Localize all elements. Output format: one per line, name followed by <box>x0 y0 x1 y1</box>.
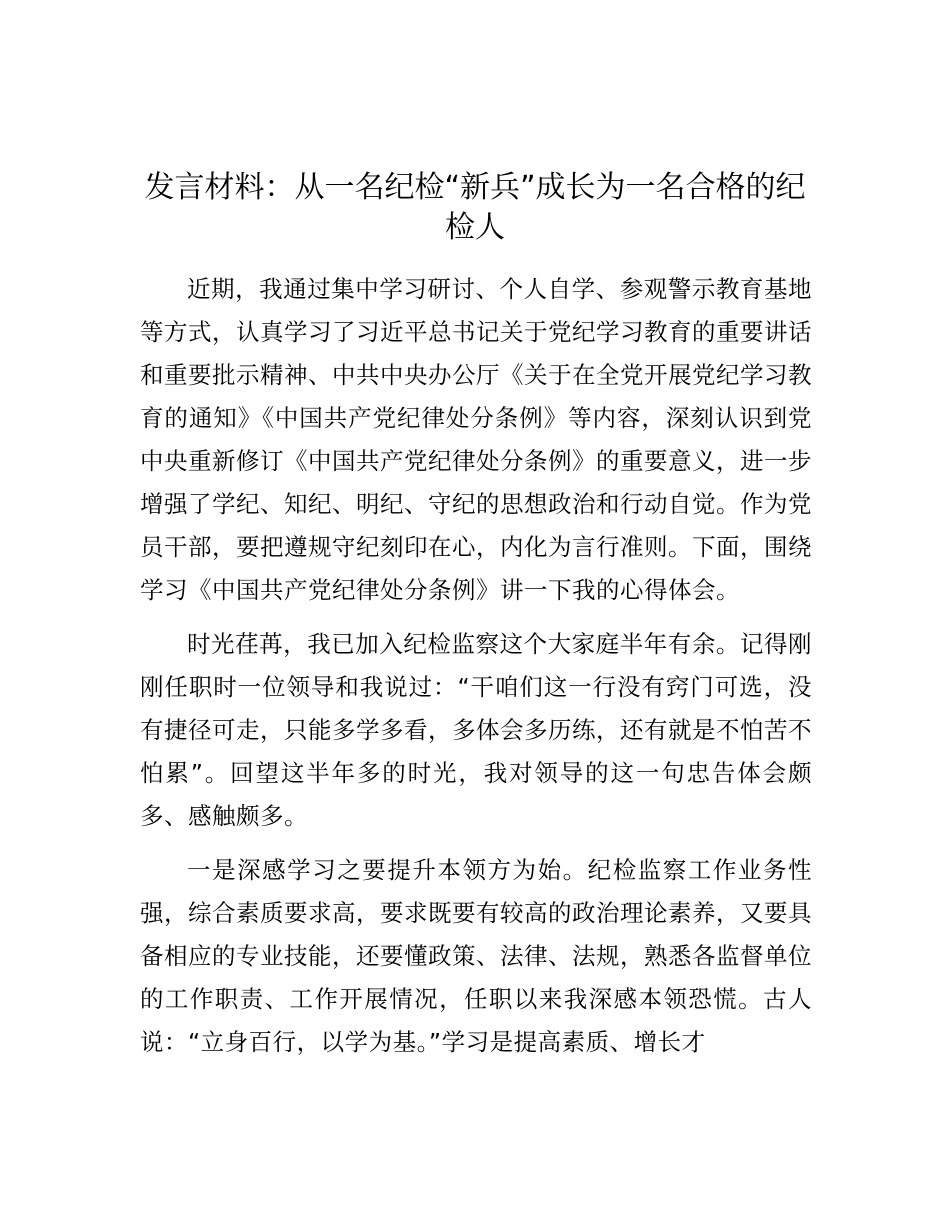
paragraph: 近期，我通过集中学习研讨、个人自学、参观警示教育基地等方式，认真学习了习近平总书记关于党纪学习教育的重要讲话和重要批示精神、中共中央办公厅《关于在全党开展党纪学习教育的通知》《中国共产党纪律处分条例》等内容，深刻认识到党中央重新修订《中国共产党纪律处分条例》的重要意义，进一步增强了学纪、知纪、明纪、守纪的思想政治和行动自觉。作为党员干部，要把遵规守纪刻印在心，内化为言行准则。下面，围绕学习《中国共产党纪律处分条例》讲一下我的心得体会。 <box>140 275 812 604</box>
document-title: 发言材料：从一名纪检“新兵”成长为一名合格的纪检人 <box>144 170 806 245</box>
paragraph: 一是深感学习之要提升本领方为始。纪检监察工作业务性强，综合素质要求高，要求既要有较高的政治理论素养，又要具备相应的专业技能，还要懂政策、法律、法规，熟悉各监督单位的工作职责、工作开展情况，任职以来我深感本领恐慌。古人说：“立身百行，以学为基。”学习是提高素质、增长才 <box>140 856 812 1056</box>
paragraph: 时光荏苒，我已加入纪检监察这个大家庭半年有余。记得刚刚任职时一位领导和我说过：“干咱们这一行没有窍门可选，没有捷径可走，只能多学多看，多体会多历练，还有就是不怕苦不怕累”。回望这半年多的时光，我对领导的这一句忠告体会颇多、感触颇多。 <box>140 630 812 830</box>
document-body <box>140 268 812 1064</box>
